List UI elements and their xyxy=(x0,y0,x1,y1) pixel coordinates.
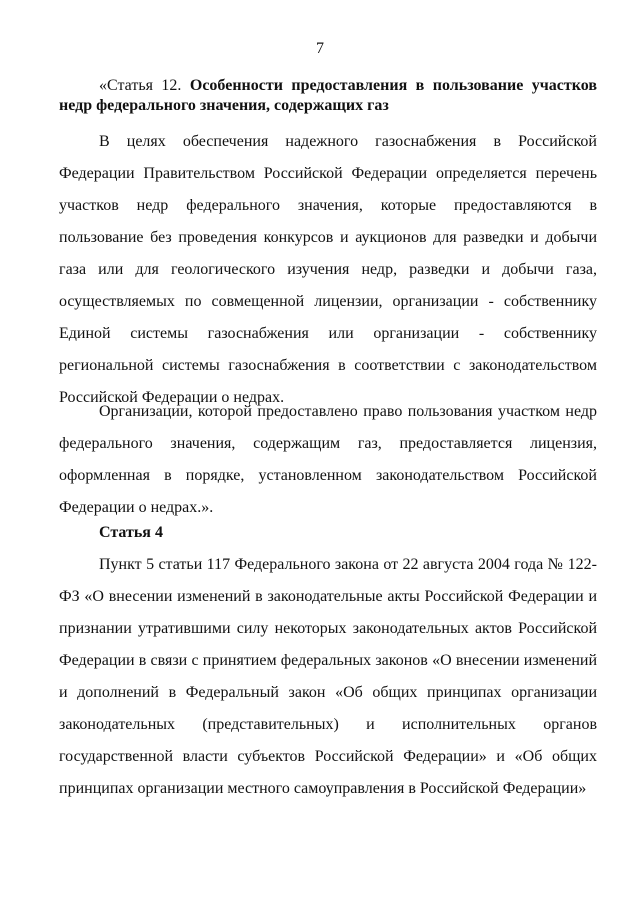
article-12-heading xyxy=(59,76,597,116)
article-12-prefix: «Статья 12. xyxy=(99,77,190,94)
article-12-title: Особенности предоставления в пользование участков недр федерального значения, содержащих газ xyxy=(59,77,597,114)
article-4-title: Статья 4 xyxy=(99,524,163,541)
article-4-paragraph-1: Пункт 5 статьи 117 Федерального закона от 22 августа 2004 года № 122-ФЗ «О внесении изменений в законодательные акты Российской Федерации и признании утратившими силу некоторых законодательных актов Российской Федерации в связи с принятием федеральных законов «О внесении изменений и дополнений в Федеральный закон «Об общих принципах организации законодательных (представительных) и исполнительных органов государственной власти субъектов Российской Федерации» и «Об общих принципах организации местного самоуправления в Российской Федерации» xyxy=(59,556,597,797)
article-12-paragraph-2: Организации, которой предоставлено право пользования участком недр федерального значения, содержащим газ, предоставляется лицензия, оформленная в порядке, установленном законодательством Российской Федерации о недрах.». xyxy=(59,403,597,516)
page-number: 7 xyxy=(316,40,324,57)
article-12-paragraph-1: В целях обеспечения надежного газоснабжения в Российской Федерации Правительством Российской Федерации определяется перечень участков недр федерального значения, которые предоставляются в пользование без проведения конкурсов и аукционов для разведки и добычи газа или для геологического изучения недр, разведки и добычи газа, осуществляемых по совмещенной лицензии, организации - собственнику Единой системы газоснабжения или организации - собственнику региональной системы газоснабжения в соответствии с законодательством Российской Федерации о недрах. xyxy=(59,133,597,406)
